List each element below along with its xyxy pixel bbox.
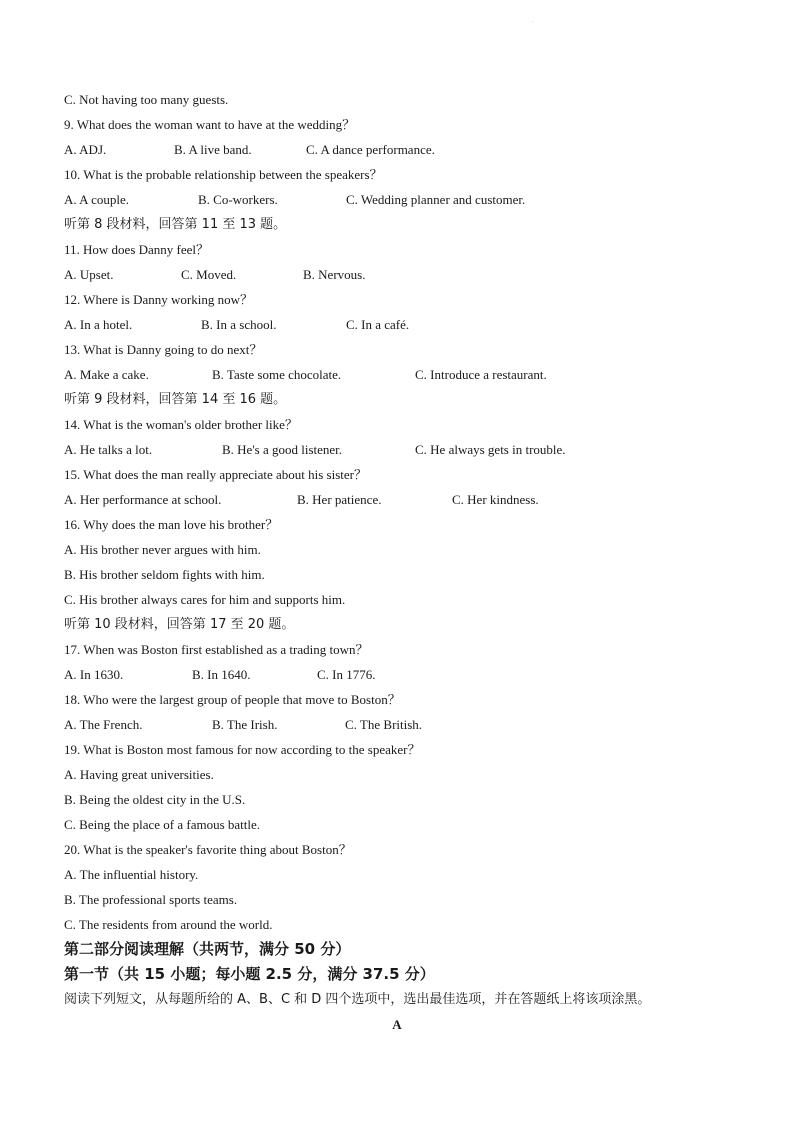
- option-a: A. ADJ.: [64, 142, 107, 157]
- option-c: C. In a café.: [346, 317, 410, 332]
- option-b: B. Being the oldest city in the U.S.: [64, 792, 246, 807]
- option-c: C. The British.: [345, 717, 423, 732]
- option-c: C. Being the place of a famous battle.: [64, 817, 261, 832]
- option-a: A. The French.: [64, 717, 143, 732]
- passage-label: A: [392, 1017, 402, 1032]
- option-c: C. Her kindness.: [452, 492, 539, 507]
- question-18: 18. Who were the largest group of people that move to Boston？: [64, 692, 401, 707]
- question-13: 13. What is Danny going to do next？: [64, 342, 263, 357]
- section-heading: 听第 8 段材料，回答第 11 至 13 题。: [64, 217, 287, 232]
- option-c: B. Nervous.: [303, 267, 366, 282]
- option-c: C. In 1776.: [317, 667, 376, 682]
- option-b: B. In 1640.: [192, 667, 251, 682]
- option-b: B. The Irish.: [212, 717, 278, 732]
- corner-mark: .: [532, 18, 534, 24]
- option-b: B. Taste some chocolate.: [212, 367, 342, 382]
- option-a: A. In a hotel.: [64, 317, 133, 332]
- part-heading: 第二部分阅读理解（共两节，满分 50 分）: [64, 940, 351, 958]
- option-a: A. Upset.: [64, 267, 114, 282]
- option-b: B. In a school.: [201, 317, 277, 332]
- option-b: B. The professional sports teams.: [64, 892, 238, 907]
- question-16: 16. Why does the man love his brother？: [64, 517, 279, 532]
- question-20: 20. What is the speaker's favorite thing about Boston？: [64, 842, 352, 857]
- option-a: A. In 1630.: [64, 667, 124, 682]
- option-b: B. A live band.: [174, 142, 252, 157]
- question-11: 11. How does Danny feel？: [64, 242, 210, 257]
- option-c: C. His brother always cares for him and supports him.: [64, 592, 346, 607]
- option-a: A. His brother never argues with him.: [64, 542, 261, 557]
- option-b: B. He's a good listener.: [222, 442, 343, 457]
- question-14: 14. What is the woman's older brother like？: [64, 417, 298, 432]
- option-c: C. Wedding planner and customer.: [346, 192, 526, 207]
- question-15: 15. What does the man really appreciate about his sister？: [64, 467, 367, 482]
- option-b: C. Moved.: [181, 267, 237, 282]
- option-c: C. A dance performance.: [306, 142, 435, 157]
- section-heading: 听第 9 段材料，回答第 14 至 16 题。: [64, 392, 287, 407]
- option-a: A. A couple.: [64, 192, 129, 207]
- question-10: 10. What is the probable relationship between the speakers？: [64, 167, 383, 182]
- question-9: 9. What does the woman want to have at the wedding？: [64, 117, 356, 132]
- section-title: 第一节（共 15 小题；每小题 2.5 分，满分 37.5 分）: [64, 965, 435, 983]
- section-heading: 听第 10 段材料，回答第 17 至 20 题。: [64, 617, 295, 632]
- option-a: A. Her performance at school.: [64, 492, 222, 507]
- option-b: B. His brother seldom fights with him.: [64, 567, 265, 582]
- option-b: B. Her patience.: [297, 492, 382, 507]
- option-a: A. Having great universities.: [64, 767, 214, 782]
- option-b: B. Co-workers.: [198, 192, 278, 207]
- instructions: 阅读下列短文，从每题所给的 A、B、C 和 D 四个选项中，选出最佳选项，并在答题纸上将该项涂黑。: [64, 992, 651, 1007]
- question-17: 17. When was Boston first established as a trading town？: [64, 642, 369, 657]
- option-c: C. He always gets in trouble.: [415, 442, 566, 457]
- option-a: A. He talks a lot.: [64, 442, 153, 457]
- option-c: C. Introduce a restaurant.: [415, 367, 547, 382]
- option-line: C. Not having too many guests.: [64, 92, 229, 107]
- option-a: A. The influential history.: [64, 867, 199, 882]
- option-c: C. The residents from around the world.: [64, 917, 273, 932]
- question-12: 12. Where is Danny working now？: [64, 292, 253, 307]
- question-19: 19. What is Boston most famous for now according to the speaker？: [64, 742, 421, 757]
- option-a: A. Make a cake.: [64, 367, 149, 382]
